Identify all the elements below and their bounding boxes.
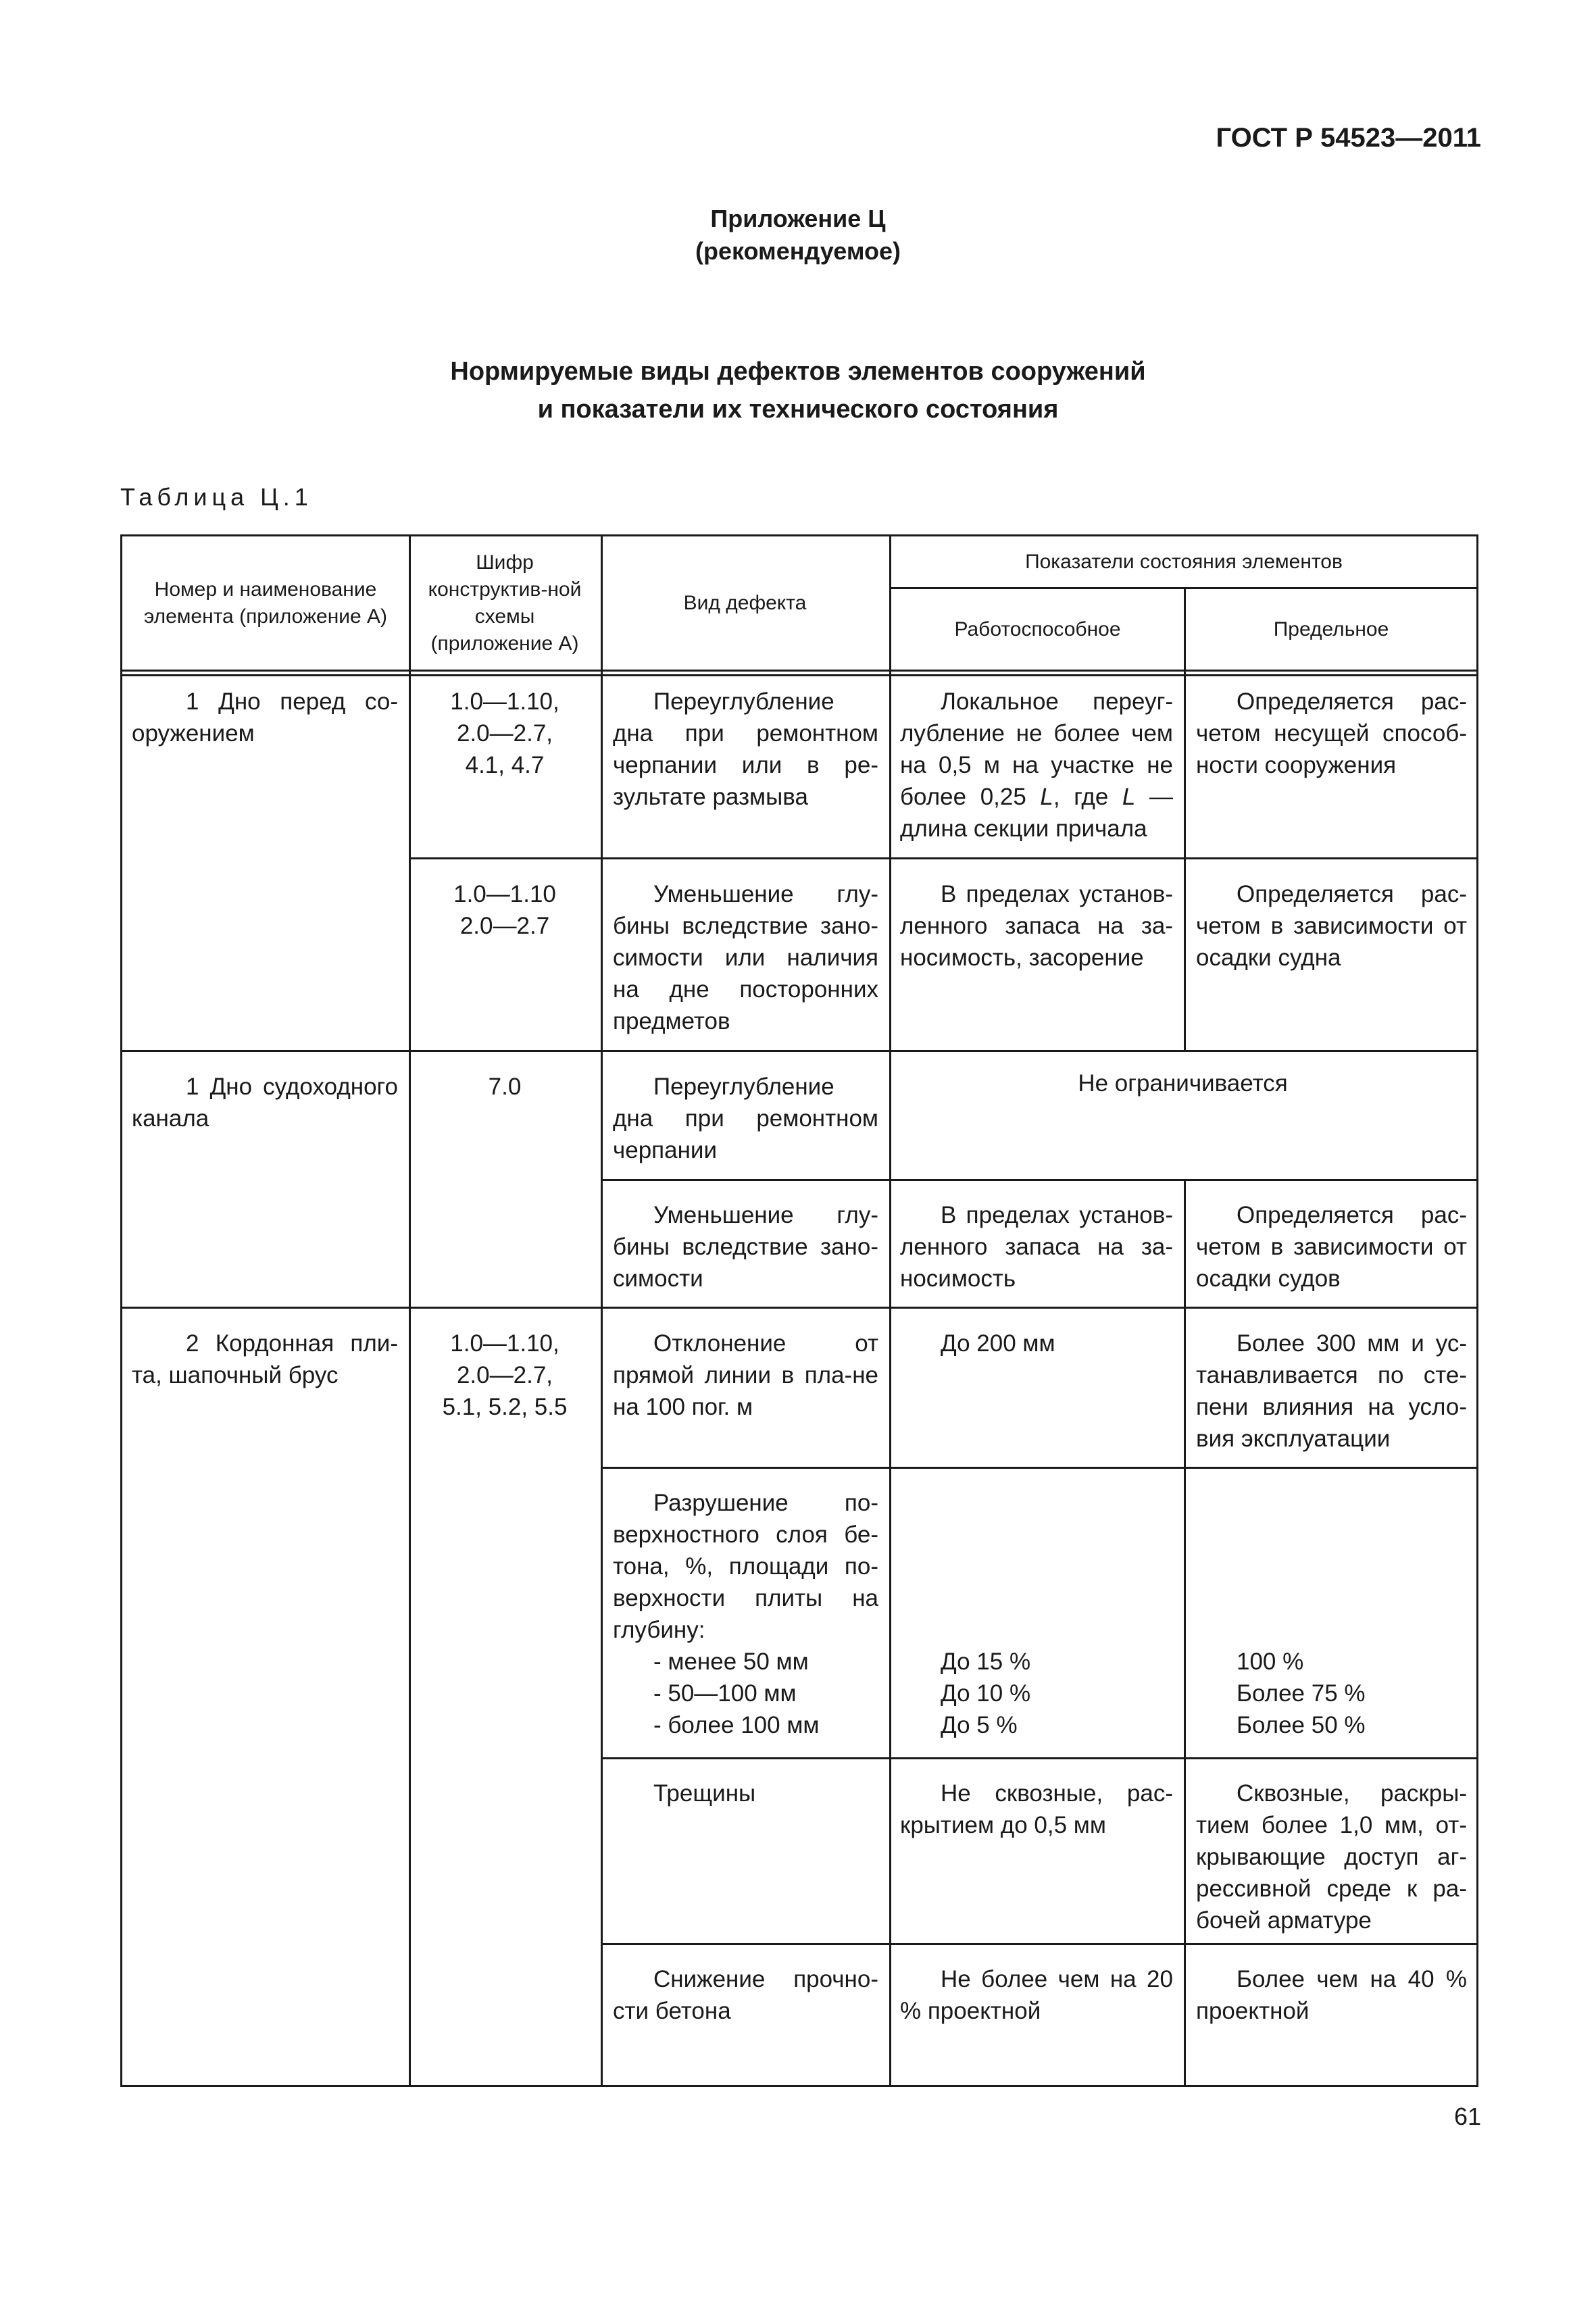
table-line bbox=[601, 1179, 1476, 1181]
cell-code bbox=[409, 1328, 601, 1423]
document-title-line2: и показатели их технического состояния bbox=[537, 395, 1059, 424]
appendix-title: Приложение Ц bbox=[710, 205, 886, 232]
cell-element: 1 Дно перед со-оружением bbox=[132, 688, 398, 747]
cell-defect: Уменьшение глу-бины вследствие зано-симости или наличия на дне посторонних предметов bbox=[613, 881, 878, 1034]
cell-working: В пределах установ-ленного запаса на за-носимость, засорение bbox=[900, 881, 1173, 971]
header-code: Шифр конструктив-ной схемы (приложение А) bbox=[428, 551, 582, 655]
cell-defect: Отклонение от прямой линии в пла-не на 100 пог. м bbox=[613, 1330, 878, 1420]
table-line bbox=[122, 1307, 1476, 1309]
header-element: Номер и наименование элемента (приложение А) bbox=[143, 578, 388, 628]
cell-defect: Переуглубление дна при ремонтном черпании bbox=[613, 1074, 878, 1163]
document-title-line1: Нормируемые виды дефектов элементов сооружений bbox=[450, 357, 1146, 386]
cell-working bbox=[889, 686, 1184, 845]
cell-limit: Определяется рас-четом в зависимости от осадки судна bbox=[1196, 881, 1467, 971]
working-value: До 5 % bbox=[941, 1712, 1018, 1738]
header-limit: Предельное bbox=[1273, 618, 1389, 640]
cell-limit: Определяется рас-четом несущей способ-ности сооружения bbox=[1196, 688, 1467, 778]
code-line: 2.0—2.7, bbox=[456, 1362, 553, 1388]
depth-item: - более 100 мм bbox=[653, 1712, 820, 1738]
header-working: Работоспособное bbox=[954, 618, 1121, 640]
defects-table bbox=[120, 534, 1478, 2087]
cell-defect bbox=[601, 1487, 889, 1741]
working-text-a: Локальное переуг-лубление не более чем на 0,5 м на участке не более 0,25 bbox=[900, 688, 1173, 810]
cell-element: 1 Дно судоходного канала bbox=[132, 1074, 398, 1132]
table-line bbox=[409, 857, 1476, 859]
working-symbol-l: L bbox=[1040, 784, 1053, 810]
code-line: 2.0—2.7, bbox=[456, 720, 553, 747]
depth-item: - 50—100 мм bbox=[653, 1680, 797, 1707]
cell-limit: Более чем на 40 % проектной bbox=[1196, 1966, 1467, 2024]
working-value: До 10 % bbox=[941, 1680, 1031, 1707]
cell-limit: Сквозные, раскры-тием более 1,0 мм, от-крывающие доступ аг-рессивной среде к ра-бочей арматуре bbox=[1196, 1780, 1467, 1934]
depth-list bbox=[613, 1646, 878, 1741]
cell-defect: Снижение прочно-сти бетона bbox=[613, 1966, 878, 2024]
code-line: 1.0—1.10, bbox=[450, 1330, 559, 1357]
code-line: 4.1, 4.7 bbox=[465, 752, 545, 778]
cell-merged-state: Не ограничивается bbox=[1078, 1070, 1288, 1097]
cell-code bbox=[409, 878, 601, 942]
working-text-c: — длина секции причала bbox=[900, 784, 1173, 842]
table-line bbox=[601, 1757, 1476, 1759]
document-code: ГОСТ Р 54523—2011 bbox=[1216, 123, 1481, 153]
table-line bbox=[122, 674, 1476, 676]
cell-working bbox=[889, 1646, 1184, 1741]
working-text-b: , где bbox=[1053, 784, 1122, 810]
limit-value: Более 50 % bbox=[1237, 1712, 1366, 1738]
table-line bbox=[601, 1943, 1476, 1945]
table-line bbox=[122, 1050, 1476, 1052]
header-state-group: Показатели состояния элементов bbox=[1025, 550, 1343, 573]
table-line bbox=[601, 1467, 1476, 1469]
cell-defect: Трещины bbox=[653, 1780, 756, 1807]
code-line: 1.0—1.10, bbox=[450, 688, 559, 715]
depth-item: - менее 50 мм bbox=[653, 1649, 809, 1675]
limit-value: 100 % bbox=[1237, 1649, 1304, 1675]
cell-working: В пределах установ-ленного запаса на за-носимость bbox=[900, 1202, 1173, 1292]
working-symbol-l: L bbox=[1122, 784, 1136, 810]
document-title bbox=[0, 353, 1596, 428]
code-line: 5.1, 5.2, 5.5 bbox=[442, 1394, 568, 1420]
appendix-subtitle: (рекомендуемое) bbox=[695, 237, 901, 265]
table-line bbox=[1184, 1179, 1186, 2085]
cell-working: Не более чем на 20 % проектной bbox=[900, 1966, 1173, 2024]
cell-limit: Определяется рас-четом в зависимости от осадки судов bbox=[1196, 1202, 1467, 1292]
page-number: 61 bbox=[1453, 2103, 1481, 2130]
cell-code: 7.0 bbox=[488, 1074, 522, 1100]
cell-limit bbox=[1184, 1646, 1476, 1741]
table-line bbox=[122, 670, 1476, 672]
limit-value: Более 75 % bbox=[1237, 1680, 1366, 1707]
code-line: 2.0—2.7 bbox=[459, 913, 550, 939]
appendix-heading bbox=[0, 203, 1596, 268]
table-caption: Таблица Ц.1 bbox=[120, 483, 313, 511]
working-value: До 15 % bbox=[941, 1649, 1031, 1675]
cell-limit: Более 300 мм и ус-танавливается по сте-пени влияния на усло-вия эксплуатации bbox=[1196, 1330, 1467, 1452]
cell-working: Не сквозные, рас-крытием до 0,5 мм bbox=[900, 1780, 1173, 1838]
defect-intro: Разрушение по-верхностного слоя бе-тона, %, площади по-верхности плиты на глубину: bbox=[613, 1490, 878, 1643]
cell-defect: Уменьшение глу-бины вследствие зано-симости bbox=[613, 1202, 878, 1292]
cell-code bbox=[409, 686, 601, 781]
cell-element: 2 Кордонная пли-та, шапочный брус bbox=[132, 1330, 398, 1388]
cell-defect: Переуглубление дна при ремонтном черпании или в ре-зультате размыва bbox=[613, 688, 878, 810]
cell-working: До 200 мм bbox=[941, 1330, 1055, 1357]
code-line: 1.0—1.10 bbox=[453, 881, 556, 907]
header-defect: Вид дефекта bbox=[683, 591, 807, 614]
